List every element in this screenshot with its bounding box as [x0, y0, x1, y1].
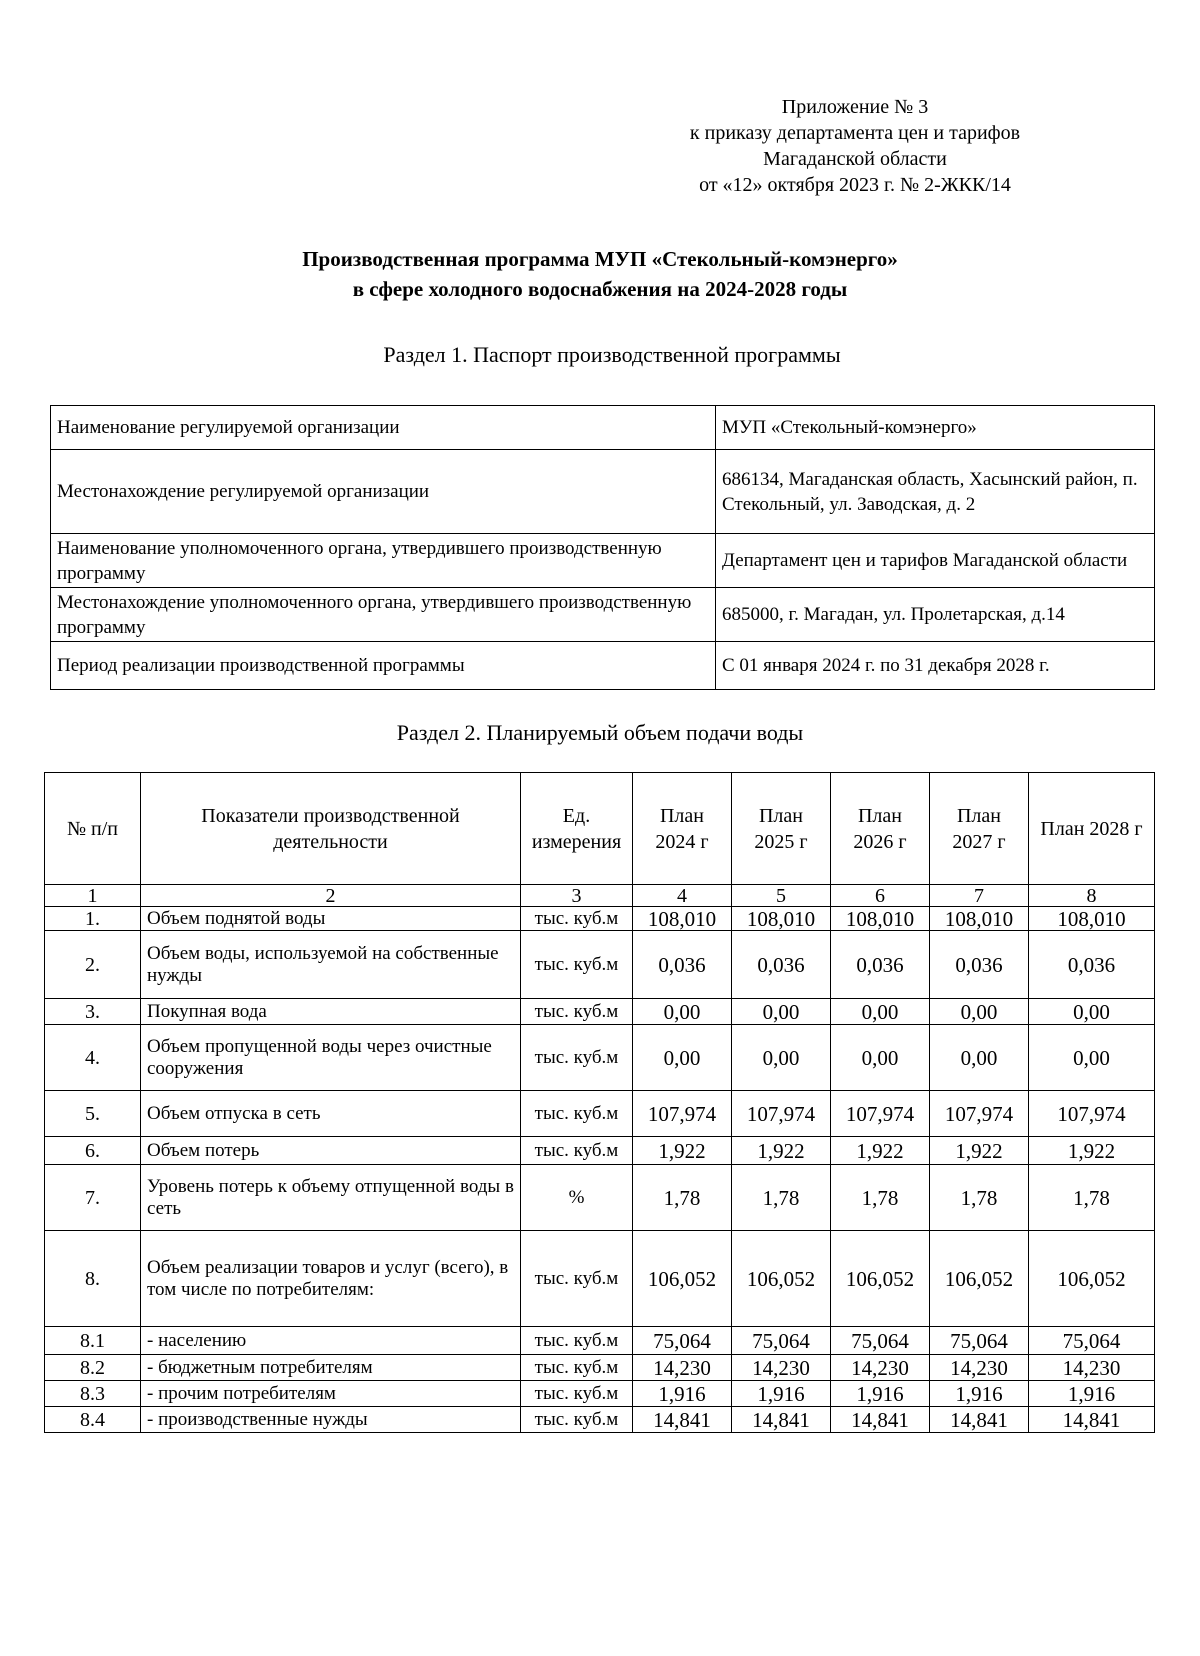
- water-supply-plan-table: [44, 772, 1155, 1433]
- column-number: 2: [141, 885, 521, 907]
- passport-label: Местонахождение регулируемой организации: [51, 450, 716, 534]
- passport-value: 685000, г. Магадан, ул. Пролетарская, д.14: [716, 588, 1155, 642]
- table-row: [45, 1137, 1155, 1165]
- header-2024: План 2024 г: [633, 773, 732, 885]
- row-number: 3.: [45, 999, 141, 1025]
- indicator-name: Уровень потерь к объему отпущенной воды в сеть: [141, 1165, 521, 1231]
- appendix-line: от «12» октября 2023 г. № 2-ЖКК/14: [699, 174, 1011, 196]
- passport-label: Местонахождение уполномоченного органа, утвердившего производственную программу: [51, 588, 716, 642]
- plan-value-2028: 107,974: [1029, 1091, 1155, 1137]
- plan-value-2025: 1,916: [732, 1381, 831, 1407]
- passport-table: [50, 405, 1155, 690]
- indicator-name: Объем пропущенной воды через очистные сооружения: [141, 1025, 521, 1091]
- column-number: 6: [831, 885, 930, 907]
- plan-value-2025: 108,010: [732, 907, 831, 931]
- unit-cell: тыс. куб.м: [521, 931, 633, 999]
- plan-value-2024: 1,78: [633, 1165, 732, 1231]
- title-line: в сфере холодного водоснабжения на 2024-2028 годы: [352, 277, 848, 301]
- row-number: 8.4: [45, 1407, 141, 1433]
- indicator-name: Объем воды, используемой на собственные нужды: [141, 931, 521, 999]
- plan-value-2025: 75,064: [732, 1327, 831, 1355]
- plan-value-2024: 75,064: [633, 1327, 732, 1355]
- passport-row: [51, 642, 1155, 690]
- plan-value-2027: 1,916: [930, 1381, 1029, 1407]
- unit-cell: тыс. куб.м: [521, 1381, 633, 1407]
- appendix-line: Приложение № 3: [781, 96, 929, 118]
- column-number: 8: [1029, 885, 1155, 907]
- plan-value-2024: 1,916: [633, 1381, 732, 1407]
- indicator-name: - производственные нужды: [141, 1407, 521, 1433]
- passport-value: С 01 января 2024 г. по 31 декабря 2028 г.: [716, 642, 1155, 690]
- unit-cell: тыс. куб.м: [521, 1025, 633, 1091]
- document-title: [0, 244, 1200, 304]
- plan-value-2024: 0,036: [633, 931, 732, 999]
- row-number: 1.: [45, 907, 141, 931]
- plan-value-2027: 0,036: [930, 931, 1029, 999]
- header-2025: План 2025 г: [732, 773, 831, 885]
- plan-value-2025: 0,00: [732, 1025, 831, 1091]
- appendix-line: к приказу департамента цен и тарифов: [689, 122, 1021, 144]
- plan-value-2024: 1,922: [633, 1137, 732, 1165]
- passport-value: Департамент цен и тарифов Магаданской области: [716, 534, 1155, 588]
- column-number: 7: [930, 885, 1029, 907]
- unit-cell: %: [521, 1165, 633, 1231]
- row-number: 8.1: [45, 1327, 141, 1355]
- plan-value-2028: 0,00: [1029, 1025, 1155, 1091]
- passport-label: Период реализации производственной программы: [51, 642, 716, 690]
- plan-value-2027: 14,230: [930, 1355, 1029, 1381]
- plan-value-2024: 106,052: [633, 1231, 732, 1327]
- unit-cell: тыс. куб.м: [521, 1355, 633, 1381]
- row-number: 6.: [45, 1137, 141, 1165]
- plan-value-2027: 0,00: [930, 1025, 1029, 1091]
- plan-value-2028: 1,78: [1029, 1165, 1155, 1231]
- plan-value-2024: 107,974: [633, 1091, 732, 1137]
- table-row: [45, 1091, 1155, 1137]
- row-number: 7.: [45, 1165, 141, 1231]
- header-indicator: Показатели производственной деятельности: [141, 773, 521, 885]
- section1-title: Раздел 1. Паспорт производственной программы: [383, 342, 841, 367]
- plan-value-2026: 14,841: [831, 1407, 930, 1433]
- plan-value-2028: 14,230: [1029, 1355, 1155, 1381]
- plan-value-2026: 1,922: [831, 1137, 930, 1165]
- row-number: 8.3: [45, 1381, 141, 1407]
- row-number: 2.: [45, 931, 141, 999]
- indicator-name: - бюджетным потребителям: [141, 1355, 521, 1381]
- table-row: [45, 1165, 1155, 1231]
- plan-value-2025: 14,230: [732, 1355, 831, 1381]
- plan-value-2027: 1,78: [930, 1165, 1029, 1231]
- unit-cell: тыс. куб.м: [521, 1137, 633, 1165]
- passport-row: [51, 406, 1155, 450]
- plan-value-2028: 0,00: [1029, 999, 1155, 1025]
- header-2027: План 2027 г: [930, 773, 1029, 885]
- row-number: 5.: [45, 1091, 141, 1137]
- title-line: Производственная программа МУП «Стекольный-комэнерго»: [302, 247, 898, 271]
- unit-cell: тыс. куб.м: [521, 907, 633, 931]
- passport-label: Наименование уполномоченного органа, утвердившего производственную программу: [51, 534, 716, 588]
- indicator-name: Объем поднятой воды: [141, 907, 521, 931]
- header-row: [45, 773, 1155, 885]
- appendix-line: Магаданской области: [763, 148, 947, 170]
- plan-value-2026: 1,916: [831, 1381, 930, 1407]
- unit-cell: тыс. куб.м: [521, 1327, 633, 1355]
- header-num: № п/п: [45, 773, 141, 885]
- plan-value-2026: 1,78: [831, 1165, 930, 1231]
- table-row: [45, 907, 1155, 931]
- indicator-name: Объем отпуска в сеть: [141, 1091, 521, 1137]
- plan-value-2027: 108,010: [930, 907, 1029, 931]
- indicator-name: Объем реализации товаров и услуг (всего), в том числе по потребителям:: [141, 1231, 521, 1327]
- plan-value-2026: 0,00: [831, 1025, 930, 1091]
- table-row: [45, 931, 1155, 999]
- column-number: 1: [45, 885, 141, 907]
- plan-value-2027: 14,841: [930, 1407, 1029, 1433]
- plan-value-2024: 0,00: [633, 999, 732, 1025]
- plan-value-2024: 108,010: [633, 907, 732, 931]
- appendix-header: [620, 94, 1090, 198]
- plan-value-2028: 1,922: [1029, 1137, 1155, 1165]
- passport-row: [51, 450, 1155, 534]
- header-2028: План 2028 г: [1029, 773, 1155, 885]
- unit-cell: тыс. куб.м: [521, 999, 633, 1025]
- table-row: [45, 1231, 1155, 1327]
- table-row: [45, 1407, 1155, 1433]
- plan-value-2024: 14,841: [633, 1407, 732, 1433]
- passport-value: 686134, Магаданская область, Хасынский район, п. Стекольный, ул. Заводская, д. 2: [716, 450, 1155, 534]
- plan-value-2026: 0,00: [831, 999, 930, 1025]
- passport-row: [51, 534, 1155, 588]
- passport-label: Наименование регулируемой организации: [51, 406, 716, 450]
- plan-value-2024: 0,00: [633, 1025, 732, 1091]
- plan-value-2027: 1,922: [930, 1137, 1029, 1165]
- plan-value-2026: 107,974: [831, 1091, 930, 1137]
- plan-value-2027: 106,052: [930, 1231, 1029, 1327]
- row-number: 8.2: [45, 1355, 141, 1381]
- indicator-name: - населению: [141, 1327, 521, 1355]
- plan-value-2025: 0,00: [732, 999, 831, 1025]
- column-number: 4: [633, 885, 732, 907]
- table-row: [45, 999, 1155, 1025]
- plan-value-2025: 1,922: [732, 1137, 831, 1165]
- plan-value-2026: 108,010: [831, 907, 930, 931]
- unit-cell: тыс. куб.м: [521, 1407, 633, 1433]
- header-2026: План 2026 г: [831, 773, 930, 885]
- plan-value-2027: 0,00: [930, 999, 1029, 1025]
- header-unit: Ед. измерения: [521, 773, 633, 885]
- plan-value-2025: 106,052: [732, 1231, 831, 1327]
- indicator-name: - прочим потребителям: [141, 1381, 521, 1407]
- plan-value-2028: 1,916: [1029, 1381, 1155, 1407]
- column-number: 5: [732, 885, 831, 907]
- table-row: [45, 1355, 1155, 1381]
- plan-value-2027: 107,974: [930, 1091, 1029, 1137]
- plan-value-2027: 75,064: [930, 1327, 1029, 1355]
- plan-value-2028: 106,052: [1029, 1231, 1155, 1327]
- plan-value-2026: 75,064: [831, 1327, 930, 1355]
- plan-value-2026: 106,052: [831, 1231, 930, 1327]
- plan-value-2025: 14,841: [732, 1407, 831, 1433]
- section2-title: Раздел 2. Планируемый объем подачи воды: [396, 720, 804, 745]
- table-row: [45, 1025, 1155, 1091]
- table-row: [45, 1381, 1155, 1407]
- plan-value-2028: 108,010: [1029, 907, 1155, 931]
- indicator-name: Покупная вода: [141, 999, 521, 1025]
- unit-cell: тыс. куб.м: [521, 1091, 633, 1137]
- plan-value-2025: 1,78: [732, 1165, 831, 1231]
- column-number: 3: [521, 885, 633, 907]
- passport-row: [51, 588, 1155, 642]
- passport-value: МУП «Стекольный-комэнерго»: [716, 406, 1155, 450]
- plan-value-2028: 14,841: [1029, 1407, 1155, 1433]
- plan-value-2026: 0,036: [831, 931, 930, 999]
- plan-value-2024: 14,230: [633, 1355, 732, 1381]
- unit-cell: тыс. куб.м: [521, 1231, 633, 1327]
- row-number: 4.: [45, 1025, 141, 1091]
- plan-value-2025: 107,974: [732, 1091, 831, 1137]
- row-number: 8.: [45, 1231, 141, 1327]
- column-number-row: [45, 885, 1155, 907]
- plan-value-2025: 0,036: [732, 931, 831, 999]
- plan-value-2028: 0,036: [1029, 931, 1155, 999]
- plan-value-2028: 75,064: [1029, 1327, 1155, 1355]
- plan-value-2026: 14,230: [831, 1355, 930, 1381]
- indicator-name: Объем потерь: [141, 1137, 521, 1165]
- table-row: [45, 1327, 1155, 1355]
